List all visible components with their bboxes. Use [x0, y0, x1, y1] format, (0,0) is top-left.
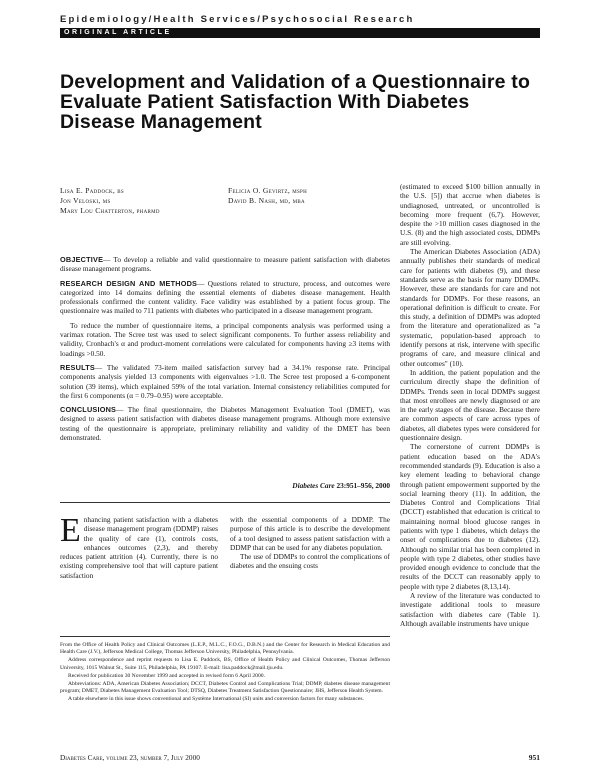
footnote: A table elsewhere in this issue shows conventional and Système International (SI) units and conversion factors for many substances.: [68, 696, 364, 703]
body-paragraph: The cornerstone of current DDMPs is patient education based on the ADA's recommended standards (9). Education is also a key element leading to behavioral change through patient empowerment supported by the social learning theory (11). In addition, the Diabetes Control and Complications Trial (DCCT) established that education is critical to maintaining normal blood glucose ranges in patients with type 1 diabetes, which delays the onset of complications due to diabetes (12). Although no similar trial has been completed in people with type 2 diabetes, other studies have provided enough evidence to conclude that the results of the DCCT can reasonably apply to people with type 2 diabetes (8,13,14).: [400, 442, 540, 591]
author: Mary Lou Chatterton, pharmd: [60, 206, 160, 215]
abstract-conclusions: CONCLUSIONS— The final questionnaire, the Diabetes Management Evaluation Tool (DMET), was designed to assess patient satisfaction with diabetes disease management programs. Although more extensive testing of the questionnaire is appropriate, preliminary reliability and validity of the DMET has been demonstrated.: [60, 405, 390, 443]
abstract-methods: RESEARCH DESIGN AND METHODS— Questions related to structure, process, and outcomes were categorized into 14 domains defining the essential elements of diabetes disease management. Health professionals confirmed the content validity. Face validity was established by a patient focus group. The questionnaire was mailed to 711 patients with diabetes who participated in a disease management program.: [60, 278, 390, 316]
abstract-objective: OBJECTIVE— To develop a reliable and valid questionnaire to measure patient satisfaction with diabetes disease management programs.: [60, 255, 390, 274]
footnote: Address correspondence and reprint requests to Lisa E. Paddock, BS, Office of Health Policy and Clinical Outcomes, Thomas Jefferson University, 1015 Walnut St., Suite 115, Philadelphia, PA 19107. E-mail: lisa.paddock@mail.tju.edu.: [60, 657, 390, 671]
right-column: [400, 182, 540, 628]
article-title: Development and Validation of a Questionnaire to Evaluate Patient Satisfaction With Diabetes Disease Management: [60, 71, 531, 133]
page-number: 951: [528, 753, 540, 762]
journal-footer: Diabetes Care, volume 23, number 7, July 2000: [60, 753, 200, 762]
author: Lisa E. Paddock, bs: [60, 186, 124, 195]
footnote: Received for publication 30 November 1999 and accepted in revised form 6 April 2000.: [68, 672, 265, 679]
author: Felicia O. Gevirtz, msph: [228, 186, 308, 195]
body-column-2: [230, 515, 390, 571]
abstract-methods-2: To reduce the number of questionnaire items, a principal components analysis was performed using a varimax rotation. The Scree test was used to select significant components. To further assess reliability and validity, Cronbach's α and product-moment correlations were calculated for components having ≥3 items with loadings >0.50.: [60, 320, 390, 358]
footnote: Abbreviations: ADA, American Diabetes Association; DCCT, Diabetes Control and Complications Trial; DDMP, diabetes disease management program; DMET, Diabetes Management Evaluation Tool; DTSQ, Diabetes Treatment Satisfaction Questionnaire; JHS, Jefferson Health System.: [60, 681, 390, 695]
body-paragraph: with the essential components of a DDMP. The purpose of this article is to describe the development of a tool designed to assess patient satisfaction with a DDMP that can be used for any diabetes population.: [230, 515, 390, 552]
section-header: Epidemiology/Health Services/Psychosocial Research: [60, 14, 415, 25]
abstract-results: RESULTS— The validated 73-item mailed satisfaction survey had a 34.1% response rate. Principal components analysis yielded 13 components with eigenvalues >1.0. The Scree test proposed a 6-component solution (39 items), which explained 59% of the total variation. Internal consistency reliabilities computed for the first 6 components (α = 0.79–0.95) were acceptable.: [60, 362, 390, 400]
author-list-left: [60, 186, 160, 216]
footnote: From the Office of Health Policy and Clinical Outcomes (L.E.P., M.L.C., F.O.G., D.B.N.) and the Center for Research in Medical Education and Health Care (J.V.), Jefferson Medical College, Thomas Jefferson University, Philadelphia, Pennsylvania.: [60, 642, 390, 656]
body-paragraph: nhancing patient satisfaction with a diabetes disease management program (DDMP) raises the quality of care (1), controls costs, enhances outcomes (2,3), and thereby reduces patient attrition (4). Currently, there is no existing comprehensive tool that will capture patient satisfaction: [60, 515, 218, 580]
body-column-1: [60, 512, 218, 580]
body-paragraph: (estimated to exceed $100 billion annually in the U.S. [5]) that accrue when diabetes is undiagnosed, untreated, or uncontrolled is becoming more frequent (6,7). However, despite the >10 million cases diagnosed in the U.S. (8) and the high associated costs, DDMPs are still evolving.: [400, 182, 540, 247]
footnote-divider: [60, 636, 390, 637]
body-paragraph: In addition, the patient population and the curriculum directly shape the definition of DDMPs. Trends seen in local DDMPs suggest that most enrollees are newly diagnosed or are in the early stages of the disease. Because there are common aspects of care across types of diabetes, all diabetes types were considered for questionnaire design.: [400, 367, 540, 443]
citation: Diabetes Care 23:951–956, 2000: [292, 481, 390, 490]
drop-cap: E: [60, 512, 81, 549]
author-list-right: [228, 186, 307, 206]
author: Jon Veloski, ms: [60, 196, 111, 205]
section-divider: [60, 502, 390, 503]
body-paragraph: A review of the literature was conducted to investigate additional tools to measure satisfaction with diabetes care (Table 1). Although available instruments have unique: [400, 591, 540, 628]
article-type-banner: ORIGINAL ARTICLE: [60, 28, 540, 38]
author: David B. Nash, md, mba: [228, 196, 305, 205]
footnotes: [60, 642, 390, 705]
abstract: [60, 255, 390, 447]
body-paragraph: The American Diabetes Association (ADA) annually publishes their standards of medical care for patients with diabetes (9), and these standards serve as the basis for many DDMPs. However, these are standards for care and not standards for DDMPs. For these reasons, an operational definition is difficult to create. For this study, a definition of DDMPs was adopted from the literature and operationalized as "a systematic, population-based approach to identify persons at risk, intervene with specific programs of care, and measure clinical and other outcomes" (10).: [400, 247, 540, 368]
body-paragraph: The use of DDMPs to control the complications of diabetes and the ensuing costs: [230, 552, 390, 571]
